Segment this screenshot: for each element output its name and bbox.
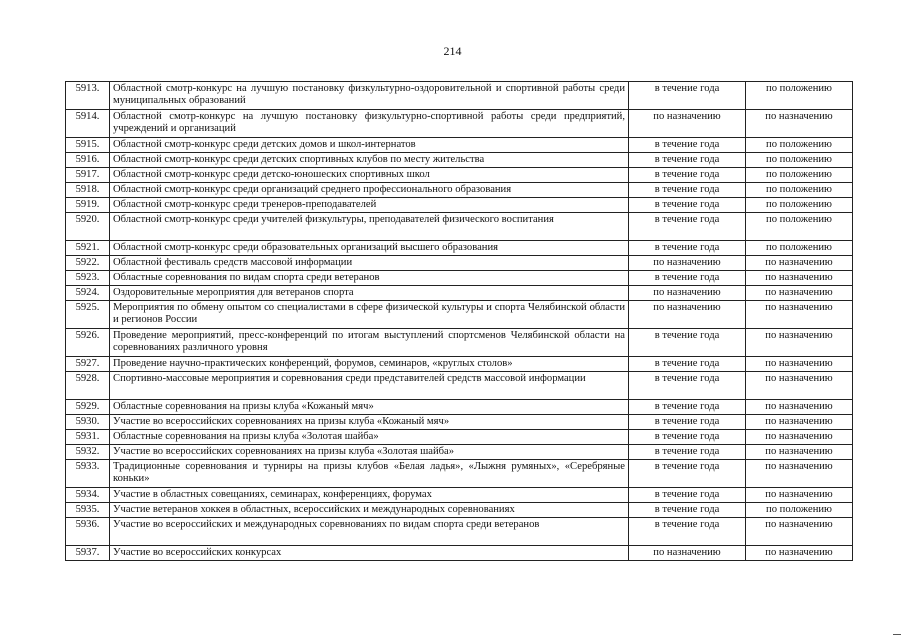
event-name: Областной смотр-конкурс среди детско-юношеских спортивных школ <box>110 168 629 183</box>
event-condition: по назначению <box>746 357 853 372</box>
event-term: по назначению <box>629 301 746 329</box>
event-condition: по положению <box>746 503 853 518</box>
table-row <box>66 256 853 271</box>
table-row <box>66 329 853 357</box>
table-row <box>66 488 853 503</box>
event-term: в течение года <box>629 372 746 400</box>
event-condition: по положению <box>746 138 853 153</box>
event-name: Областной смотр-конкурс среди организаций среднего профессионального образования <box>110 183 629 198</box>
event-name: Оздоровительные мероприятия для ветеранов спорта <box>110 286 629 301</box>
event-condition: по назначению <box>746 372 853 400</box>
table-row <box>66 213 853 241</box>
event-name: Областной фестиваль средств массовой информации <box>110 256 629 271</box>
event-name: Проведение научно-практических конференций, форумов, семинаров, «круглых столов» <box>110 357 629 372</box>
event-name: Областные соревнования на призы клуба «Золотая шайба» <box>110 430 629 445</box>
table-row <box>66 138 853 153</box>
row-number: 5918. <box>66 183 110 198</box>
event-condition: по назначению <box>746 430 853 445</box>
table-row <box>66 110 853 138</box>
table-row <box>66 271 853 286</box>
table-row <box>66 460 853 488</box>
event-condition: по назначению <box>746 415 853 430</box>
row-number: 5930. <box>66 415 110 430</box>
row-number: 5916. <box>66 153 110 168</box>
event-condition: по назначению <box>746 460 853 488</box>
event-term: в течение года <box>629 503 746 518</box>
event-name: Областной смотр-конкурс на лучшую постановку физкультурно-оздоровительной и спортивной работы среди муниципальных образований <box>110 82 629 110</box>
table-row <box>66 503 853 518</box>
table-row <box>66 415 853 430</box>
event-name: Областные соревнования на призы клуба «Кожаный мяч» <box>110 400 629 415</box>
row-number: 5927. <box>66 357 110 372</box>
table-row <box>66 546 853 561</box>
event-name: Участие во всероссийских и международных соревнованиях по видам спорта среди ветеранов <box>110 518 629 546</box>
table-row <box>66 372 853 400</box>
event-term: в течение года <box>629 213 746 241</box>
event-name: Мероприятия по обмену опытом со специалистами в сфере физической культуры и спорта Челябинской области и регионов России <box>110 301 629 329</box>
event-name: Традиционные соревнования и турниры на призы клубов «Белая ладья», «Лыжня румяных», «Серебряные коньки» <box>110 460 629 488</box>
event-condition: по назначению <box>746 286 853 301</box>
table-row <box>66 198 853 213</box>
row-number: 5920. <box>66 213 110 241</box>
event-condition: по назначению <box>746 110 853 138</box>
table-row <box>66 357 853 372</box>
event-term: в течение года <box>629 488 746 503</box>
event-term: по назначению <box>629 546 746 561</box>
row-number: 5925. <box>66 301 110 329</box>
table-row <box>66 82 853 110</box>
event-name: Областной смотр-конкурс среди образовательных организаций высшего образования <box>110 241 629 256</box>
row-number: 5937. <box>66 546 110 561</box>
event-name: Участие во всероссийских конкурсах <box>110 546 629 561</box>
event-name: Областной смотр-конкурс на лучшую постановку физкультурно-спортивной работы среди предприятий, учреждений и организаций <box>110 110 629 138</box>
table-row <box>66 301 853 329</box>
event-name: Областные соревнования по видам спорта среди ветеранов <box>110 271 629 286</box>
row-number: 5935. <box>66 503 110 518</box>
table-row <box>66 430 853 445</box>
row-number: 5919. <box>66 198 110 213</box>
scan-mark <box>893 634 901 635</box>
row-number: 5931. <box>66 430 110 445</box>
event-term: в течение года <box>629 430 746 445</box>
event-condition: по назначению <box>746 488 853 503</box>
table-row <box>66 286 853 301</box>
row-number: 5924. <box>66 286 110 301</box>
event-condition: по назначению <box>746 329 853 357</box>
event-name: Областной смотр-конкурс среди детских домов и школ-интернатов <box>110 138 629 153</box>
event-term: по назначению <box>629 286 746 301</box>
event-term: в течение года <box>629 415 746 430</box>
event-term: по назначению <box>629 110 746 138</box>
row-number: 5921. <box>66 241 110 256</box>
row-number: 5923. <box>66 271 110 286</box>
event-condition: по назначению <box>746 271 853 286</box>
event-term: в течение года <box>629 198 746 213</box>
row-number: 5936. <box>66 518 110 546</box>
table-row <box>66 153 853 168</box>
row-number: 5914. <box>66 110 110 138</box>
table-row <box>66 518 853 546</box>
event-term: в течение года <box>629 153 746 168</box>
event-name: Участие во всероссийских соревнованиях на призы клуба «Золотая шайба» <box>110 445 629 460</box>
event-name: Проведение мероприятий, пресс-конференций по итогам выступлений спортсменов Челябинской области на соревнованиях различного уровня <box>110 329 629 357</box>
event-name: Участие во всероссийских соревнованиях на призы клуба «Кожаный мяч» <box>110 415 629 430</box>
table-body <box>66 82 853 561</box>
event-condition: по назначению <box>746 518 853 546</box>
event-condition: по положению <box>746 213 853 241</box>
event-term: в течение года <box>629 168 746 183</box>
table-row <box>66 241 853 256</box>
row-number: 5932. <box>66 445 110 460</box>
event-term: в течение года <box>629 241 746 256</box>
event-condition: по назначению <box>746 445 853 460</box>
event-condition: по положению <box>746 183 853 198</box>
event-condition: по положению <box>746 241 853 256</box>
event-term: в течение года <box>629 460 746 488</box>
event-term: в течение года <box>629 357 746 372</box>
event-condition: по назначению <box>746 546 853 561</box>
event-term: в течение года <box>629 271 746 286</box>
event-name: Областной смотр-конкурс среди детских спортивных клубов по месту жительства <box>110 153 629 168</box>
page-number: 214 <box>443 44 462 58</box>
row-number: 5933. <box>66 460 110 488</box>
event-name: Областной смотр-конкурс среди учителей физкультуры, преподавателей физического воспитания <box>110 213 629 241</box>
table-row <box>66 445 853 460</box>
event-condition: по назначению <box>746 256 853 271</box>
events-table <box>65 81 853 561</box>
row-number: 5922. <box>66 256 110 271</box>
event-name: Спортивно-массовые мероприятия и соревнования среди представителей средств массовой информации <box>110 372 629 400</box>
event-term: в течение года <box>629 400 746 415</box>
event-term: по назначению <box>629 256 746 271</box>
event-term: в течение года <box>629 329 746 357</box>
event-term: в течение года <box>629 445 746 460</box>
row-number: 5917. <box>66 168 110 183</box>
event-term: в течение года <box>629 518 746 546</box>
event-condition: по назначению <box>746 400 853 415</box>
event-name: Областной смотр-конкурс среди тренеров-преподавателей <box>110 198 629 213</box>
event-name: Участие в областных совещаниях, семинарах, конференциях, форумах <box>110 488 629 503</box>
event-term: в течение года <box>629 82 746 110</box>
event-condition: по назначению <box>746 301 853 329</box>
event-condition: по положению <box>746 82 853 110</box>
row-number: 5934. <box>66 488 110 503</box>
event-term: в течение года <box>629 183 746 198</box>
event-condition: по положению <box>746 168 853 183</box>
row-number: 5926. <box>66 329 110 357</box>
table-row <box>66 400 853 415</box>
event-term: в течение года <box>629 138 746 153</box>
row-number: 5913. <box>66 82 110 110</box>
event-condition: по положению <box>746 198 853 213</box>
row-number: 5915. <box>66 138 110 153</box>
row-number: 5928. <box>66 372 110 400</box>
table-row <box>66 168 853 183</box>
event-condition: по положению <box>746 153 853 168</box>
row-number: 5929. <box>66 400 110 415</box>
event-name: Участие ветеранов хоккея в областных, всероссийских и международных соревнованиях <box>110 503 629 518</box>
table-row <box>66 183 853 198</box>
